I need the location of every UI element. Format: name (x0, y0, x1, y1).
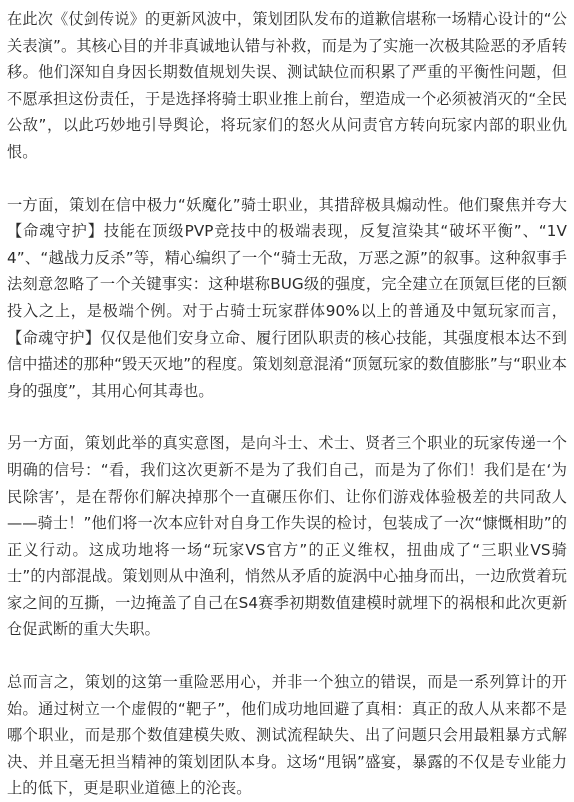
article-paragraph-2: 一方面，策划在信中极力“妖魔化”骑士职业，其措辞极具煽动性。他们聚焦并夸大【命魂守护】技能在顶级PVP竞技中的极端表现，反复渲染其“破坏平衡”、“1V4”、“越战力反杀”等，精心编织了一个“骑士无敌，万恶之源”的叙事。这种叙事手法刻意忽略了一个关键事实：这种堪称BUG级的强度，完全建立在顶氪巨佬的巨额投入之上，是极端个例。对于占骑士玩家群体90%以上的普通及中氪玩家而言，【命魂守护】仅仅是他们安身立命、履行团队职责的核心技能，其强度根本达不到信中描述的那种“毁天灭地”的程度。策划刻意混淆“顶氪玩家的数值膨胀”与“职业本身的强度”，其用心何其毒也。 (7, 195, 567, 400)
article-paragraph-1: 在此次《仗剑传说》的更新风波中，策划团队发布的道歉信堪称一场精心设计的“公关表演”。其核心目的并非真诚地认错与补救，而是为了实施一次极其险恶的矛盾转移。他们深知自身因长期数值规划失误、测试缺位而积累了严重的平衡性问题，但不愿承担这份责任，于是选择将骑士职业推上前台，塑造成一个必须被消灭的“全民公敌”，以此巧妙地引导舆论，将玩家们的怒火从问责官方转向玩家内部的职业仇恨。 (7, 10, 567, 161)
article-paragraph-4: 总而言之，策划的这第一重险恶用心，并非一个独立的错误，而是一系列算计的开始。通过树立一个虚假的“靶子”，他们成功地回避了真相：真正的敌人从来都不是哪个职业，而是那个数值建模失败、测试流程缺失、出了问题只会用最粗暴方式解决、并且毫无担当精神的策划团队本身。这场“甩锅”盛宴，暴露的不仅是专业能力上的低下，更是职业道德上的沦丧。 (7, 673, 567, 798)
article-paragraph-3: 另一方面，策划此举的真实意图，是向斗士、术士、贤者三个职业的玩家传递一个明确的信号：“看，我们这次更新不是为了我们自己，而是为了你们！我们是在‘为民除害’，是在帮你们解决掉那个一直碾压你们、让你们游戏体验极差的共同敌人——骑士！”他们将一次本应针对自身工作失误的检讨，包装成了一次“慷慨相助”的正义行动。这成功地将一场“玩家VS官方”的正义维权，扭曲成了“三职业VS骑士”的内部混战。策划则从中渔利，悄然从矛盾的旋涡中心抽身而出，一边欣赏着玩家之间的互撕，一边掩盖了自己在S4赛季初期数值建模时就埋下的祸根和此次更新仓促武断的重大失职。 (7, 434, 567, 639)
